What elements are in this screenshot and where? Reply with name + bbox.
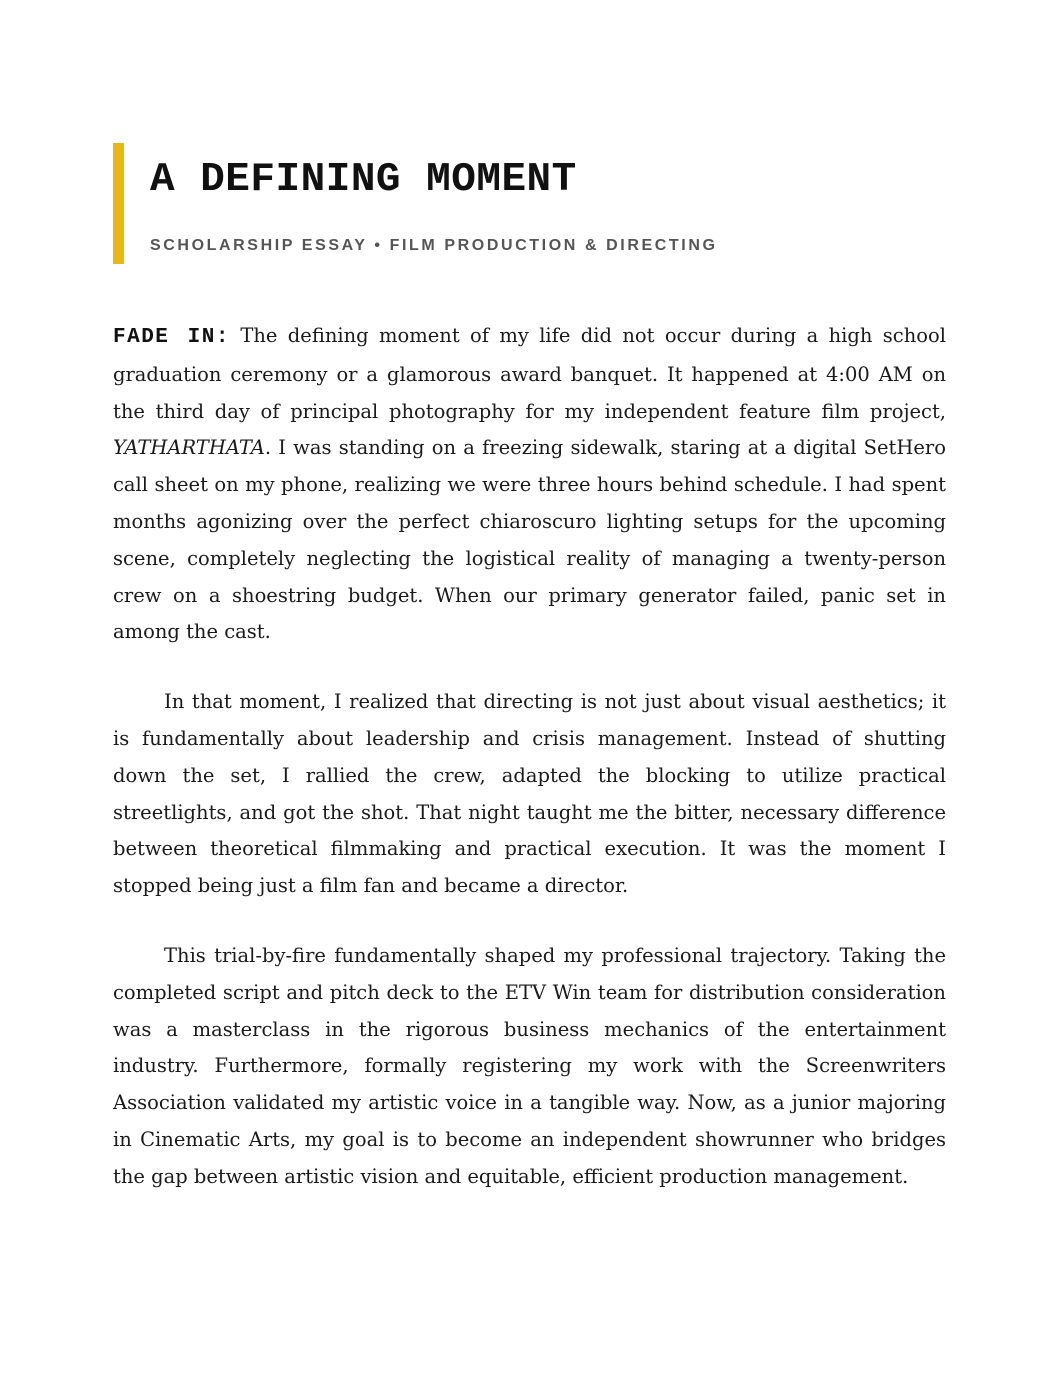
film-title: YATHARTHATA — [113, 436, 265, 460]
paragraph-1 — [113, 318, 946, 651]
page-title: A DEFINING MOMENT — [150, 157, 577, 203]
paragraph-1-text-after: . I was standing on a freezing sidewalk, staring at a digital SetHero call sheet on my phone, realizing we were three hours behind schedule. I had spent months agonizing over the perfect chiaroscuro lighting setups for the upcoming scene, completely neglecting the logistical reality of managing a twenty-person crew on a shoestring budget. When our primary generator failed, panic set in among the cast. — [113, 436, 946, 644]
paragraph-3: This trial-by-fire fundamentally shaped my professional trajectory. Taking the completed script and pitch deck to the ETV Win team for distribution consideration was a masterclass in the rigorous business mechanics of the entertainment industry. Furthermore, formally registering my work with the Screenwriters Association validated my artistic voice in a tangible way. Now, as a junior majoring in Cinematic Arts, my goal is to become an independent showrunner who bridges the gap between artistic vision and equitable, efficient production management. — [113, 943, 946, 1188]
fade-in-lead: FADE IN: — [113, 326, 230, 349]
accent-bar — [113, 143, 124, 264]
paragraph-2: In that moment, I realized that directing is not just about visual aesthetics; it is fundamentally about leadership and crisis management. Instead of shutting down the set, I rallied the crew, adapted the blocking to utilize practical streetlights, and got the shot. That night taught me the bitter, necessary difference between theoretical filmmaking and practical execution. It was the moment I stopped being just a film fan and became a director. — [113, 690, 946, 898]
page-subtitle: SCHOLARSHIP ESSAY • FILM PRODUCTION & DIRECTING — [150, 237, 718, 254]
paragraph-1-text-before: The defining moment of my life did not occur during a high school graduation ceremony or a glamorous award banquet. It happened at 4:00 AM on the third day of principal photography for my independent feature film project, — [113, 324, 946, 423]
essay-header — [113, 143, 946, 264]
essay-body — [113, 318, 946, 1196]
